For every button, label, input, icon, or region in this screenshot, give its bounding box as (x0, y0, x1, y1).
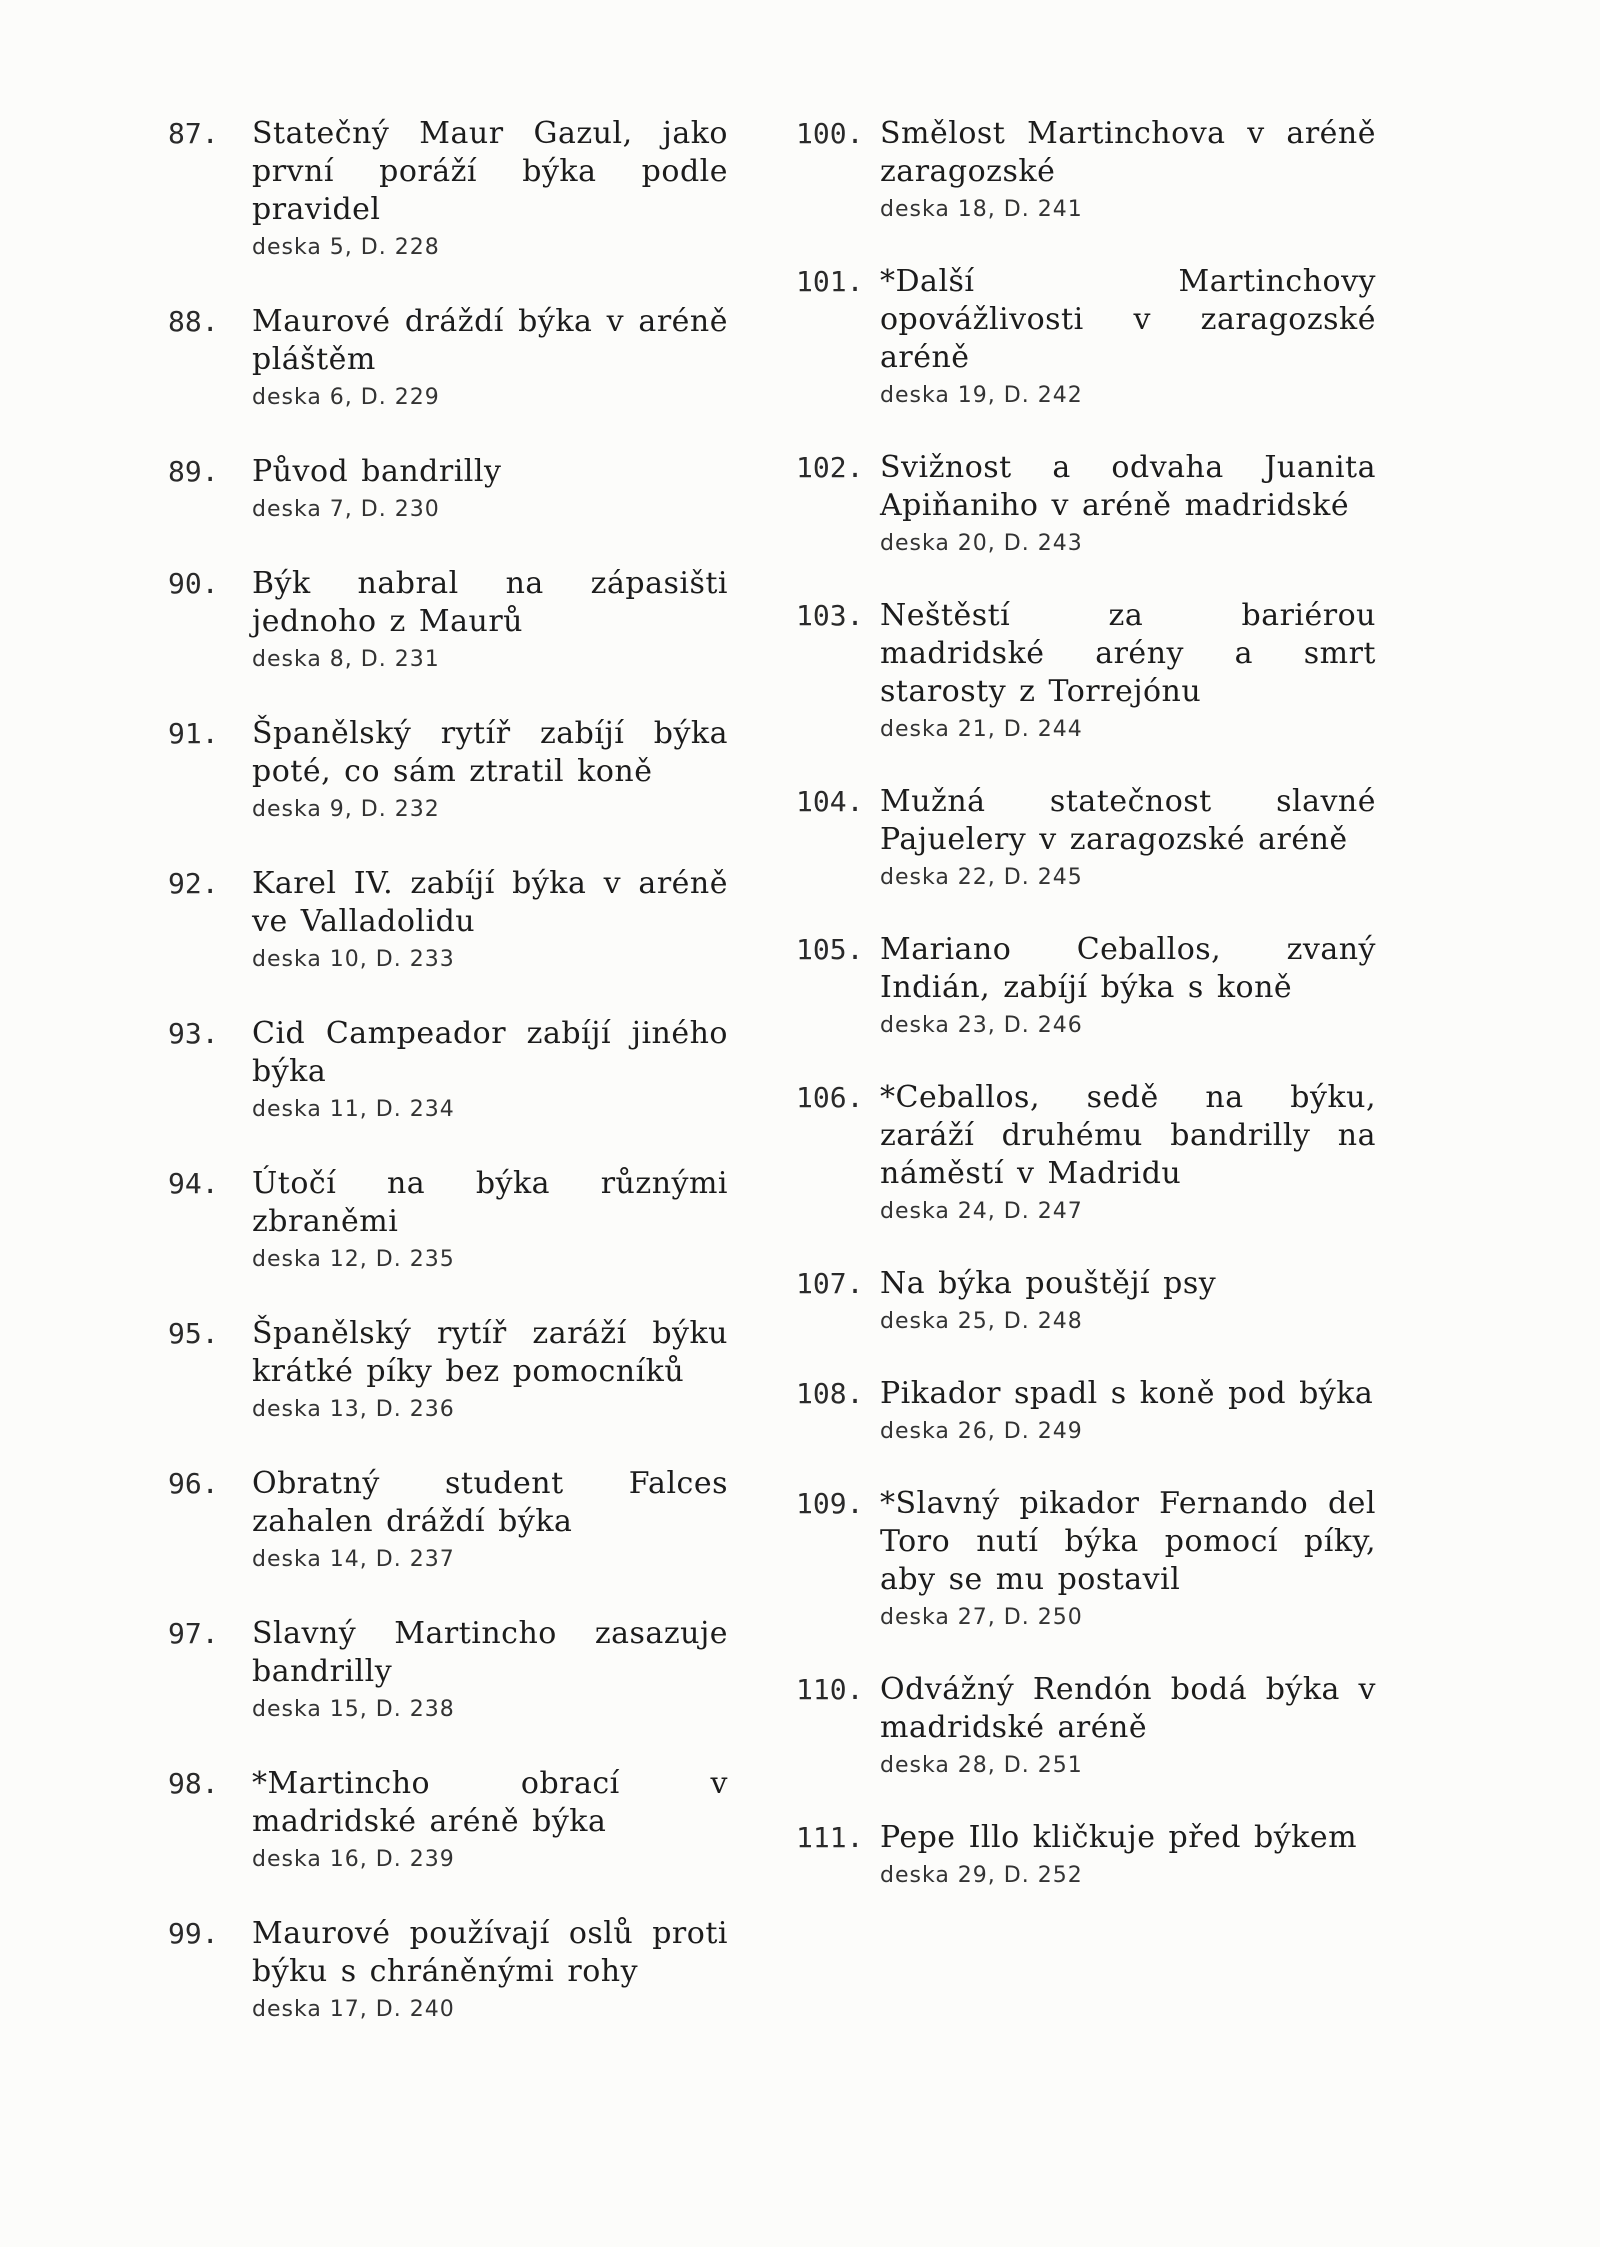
list-item (168, 1015, 728, 1125)
list-item (168, 115, 728, 263)
entry-number: 103. (796, 599, 864, 632)
entry-title: Mariano Ceballos, zvaný Indián, zabíjí býka s koně (880, 932, 1376, 1005)
entry-reference: deska 21, D. 244 (880, 717, 1083, 742)
entry-number: 96. (168, 1467, 219, 1500)
entry-title: Maurové dráždí býka v aréně pláštěm (252, 304, 728, 377)
list-item (796, 115, 1376, 225)
entry-number: 106. (796, 1081, 864, 1114)
entry-number: 100. (796, 117, 864, 150)
entry-reference: deska 5, D. 228 (252, 235, 440, 260)
entry-title: Útočí na býka různými zbraněmi (252, 1166, 728, 1239)
entry-reference: deska 12, D. 235 (252, 1247, 455, 1272)
entry-number: 92. (168, 867, 219, 900)
entry-number: 98. (168, 1767, 219, 1800)
entry-title: *Slavný pikador Fernando del Toro nutí býka pomocí píky, aby se mu postavil (880, 1486, 1376, 1597)
list-item (796, 783, 1376, 893)
entry-number: 95. (168, 1317, 219, 1350)
entry-reference: deska 8, D. 231 (252, 647, 440, 672)
entry-title: *Martincho obrací v madridské aréně býka (252, 1766, 728, 1839)
entry-number: 93. (168, 1017, 219, 1050)
list-item (796, 1485, 1376, 1633)
list-item (168, 453, 728, 525)
entry-title: Na býka pouštějí psy (880, 1266, 1217, 1301)
list-item (168, 1465, 728, 1575)
list-item (796, 1079, 1376, 1227)
entry-reference: deska 18, D. 241 (880, 197, 1083, 222)
entry-reference: deska 17, D. 240 (252, 1997, 455, 2022)
entry-reference: deska 29, D. 252 (880, 1863, 1083, 1888)
list-item (796, 931, 1376, 1041)
entry-reference: deska 14, D. 237 (252, 1547, 455, 1572)
entry-number: 107. (796, 1267, 864, 1300)
entry-number: 99. (168, 1917, 219, 1950)
list-item (796, 1819, 1376, 1891)
entry-title: Smělost Martinchova v aréně zaragozské (880, 116, 1376, 189)
entry-reference: deska 28, D. 251 (880, 1753, 1083, 1778)
entry-number: 102. (796, 451, 864, 484)
entry-title: Španělský rytíř zaráží býku krátké píky bez pomocníků (252, 1316, 728, 1389)
entry-title: Statečný Maur Gazul, jako první poráží býka podle pravidel (252, 116, 728, 227)
entry-number: 108. (796, 1377, 864, 1410)
list-item (168, 1915, 728, 2025)
entry-reference: deska 22, D. 245 (880, 865, 1083, 890)
list-item (168, 715, 728, 825)
entry-number: 97. (168, 1617, 219, 1650)
entry-reference: deska 23, D. 246 (880, 1013, 1083, 1038)
entry-number: 87. (168, 117, 219, 150)
entry-reference: deska 20, D. 243 (880, 531, 1083, 556)
entry-reference: deska 13, D. 236 (252, 1397, 455, 1422)
entry-reference: deska 27, D. 250 (880, 1605, 1083, 1630)
entry-number: 91. (168, 717, 219, 750)
list-item (796, 263, 1376, 411)
entry-number: 111. (796, 1821, 864, 1854)
entry-title: Obratný student Falces zahalen dráždí býka (252, 1466, 728, 1539)
entry-title: Cid Campeador zabíjí jiného býka (252, 1016, 728, 1089)
entry-title: Maurové používají oslů proti býku s chráněnými rohy (252, 1916, 728, 1989)
entry-number: 89. (168, 455, 219, 488)
list-item (796, 1671, 1376, 1781)
entry-reference: deska 15, D. 238 (252, 1697, 455, 1722)
entry-title: Karel IV. zabíjí býka v aréně ve Valladolidu (252, 866, 728, 939)
list-item (796, 449, 1376, 559)
entry-title: Býk nabral na zápasišti jednoho z Maurů (252, 566, 728, 639)
entry-title: Svižnost a odvaha Juanita Apiňaniho v aréně madridské (880, 450, 1376, 523)
entry-title: Španělský rytíř zabíjí býka poté, co sám ztratil koně (252, 716, 728, 789)
entry-reference: deska 25, D. 248 (880, 1309, 1083, 1334)
entry-reference: deska 11, D. 234 (252, 1097, 455, 1122)
entry-title: Neštěstí za bariérou madridské arény a smrt starosty z Torrejónu (880, 598, 1376, 709)
entry-reference: deska 19, D. 242 (880, 383, 1083, 408)
entry-title: *Ceballos, sedě na býku, zaráží druhému bandrilly na náměstí v Madridu (880, 1080, 1376, 1191)
list-item (796, 1375, 1376, 1447)
entry-reference: deska 6, D. 229 (252, 385, 440, 410)
entry-number: 110. (796, 1673, 864, 1706)
list-item (168, 565, 728, 675)
entry-reference: deska 9, D. 232 (252, 797, 440, 822)
entry-title: *Další Martinchovy opovážlivosti v zaragozské aréně (880, 264, 1376, 375)
list-item (796, 1265, 1376, 1337)
entry-title: Odvážný Rendón bodá býka v madridské aréně (880, 1672, 1376, 1745)
list-item (168, 1765, 728, 1875)
left-column (168, 115, 728, 2065)
entry-title: Slavný Martincho zasazuje bandrilly (252, 1616, 728, 1689)
entry-reference: deska 26, D. 249 (880, 1419, 1083, 1444)
list-item (168, 1165, 728, 1275)
list-item (168, 1315, 728, 1425)
list-item (168, 865, 728, 975)
entry-number: 105. (796, 933, 864, 966)
entry-number: 101. (796, 265, 864, 298)
entry-number: 94. (168, 1167, 219, 1200)
entry-reference: deska 16, D. 239 (252, 1847, 455, 1872)
entry-number: 90. (168, 567, 219, 600)
list-item (168, 303, 728, 413)
entry-reference: deska 10, D. 233 (252, 947, 455, 972)
entry-title: Mužná statečnost slavné Pajuelery v zaragozské aréně (880, 784, 1376, 857)
entry-number: 88. (168, 305, 219, 338)
entry-title: Pepe Illo kličkuje před býkem (880, 1820, 1358, 1855)
list-item (796, 597, 1376, 745)
entry-title: Původ bandrilly (252, 454, 502, 489)
entry-number: 104. (796, 785, 864, 818)
entry-title: Pikador spadl s koně pod býka (880, 1376, 1374, 1411)
entry-reference: deska 7, D. 230 (252, 497, 440, 522)
right-column (796, 115, 1376, 1929)
entry-number: 109. (796, 1487, 864, 1520)
entry-reference: deska 24, D. 247 (880, 1199, 1083, 1224)
list-item (168, 1615, 728, 1725)
